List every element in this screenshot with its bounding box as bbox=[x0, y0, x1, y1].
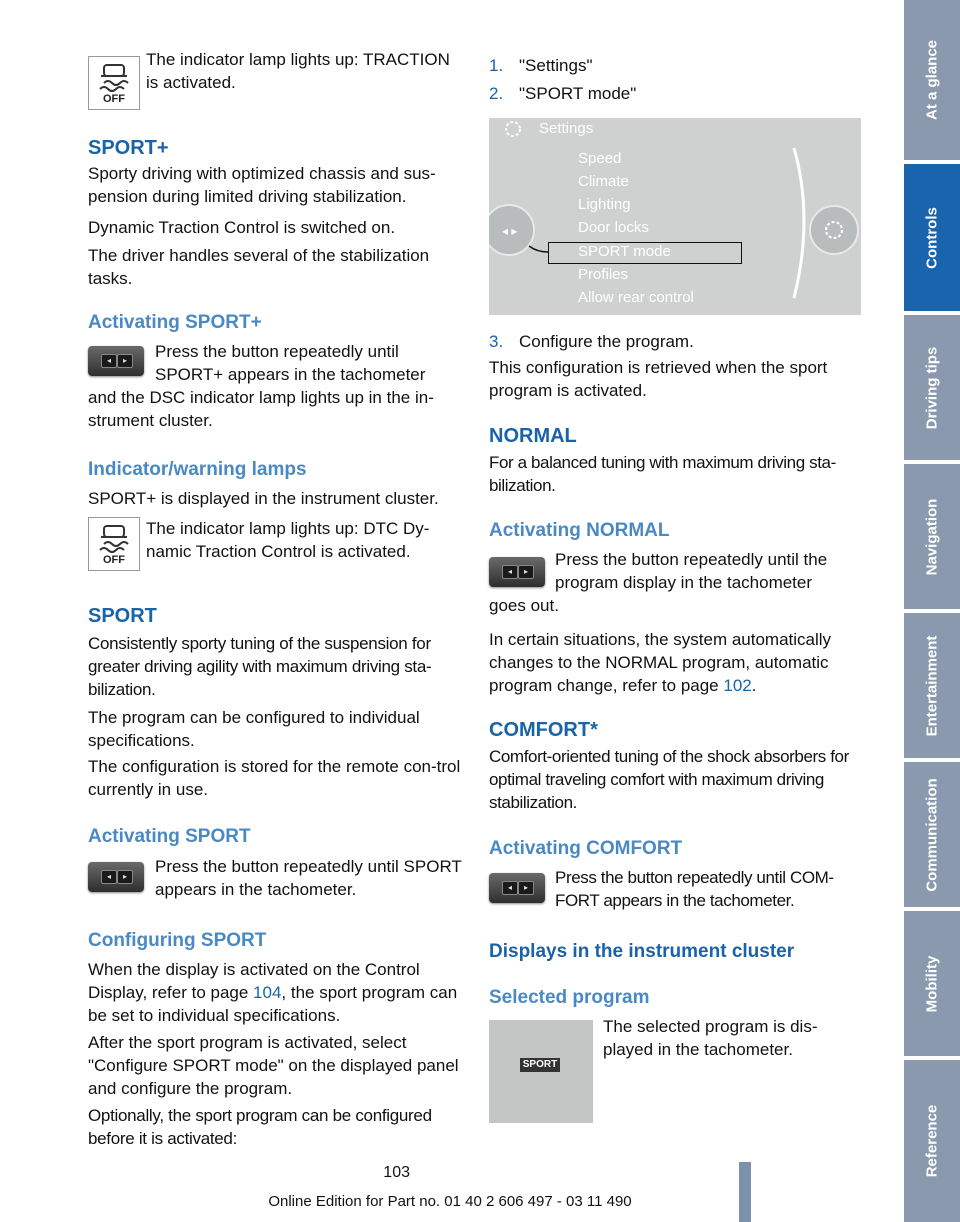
menu-item-speed: Speed bbox=[578, 150, 622, 167]
menu-item-profiles: Profiles bbox=[578, 266, 629, 283]
activating-sportplus-text: Press the button repeatedly until SPORT+ appears in the tachometer bbox=[155, 342, 426, 384]
activating-sportplus-text-cont: and the DSC indicator lamp lights up in the in-strument cluster. bbox=[88, 388, 434, 430]
selected-program-heading: Selected program bbox=[489, 987, 650, 1008]
settings-panel-title: Settings bbox=[539, 120, 594, 137]
sport-configurable: The program can be configured to individual specifications. bbox=[88, 708, 420, 750]
page-link-104[interactable]: 104 bbox=[253, 983, 282, 1002]
tab-reference[interactable]: Reference bbox=[904, 1060, 960, 1222]
step-2: 2. "SPORT mode" bbox=[489, 84, 637, 103]
step-3: 3. Configure the program. bbox=[489, 332, 694, 351]
normal-heading: NORMAL bbox=[489, 425, 577, 447]
activating-normal-heading: Activating NORMAL bbox=[489, 520, 670, 541]
sportplus-desc: Sporty driving with optimized chassis and sus-pension during limited driving stabilization. bbox=[88, 164, 436, 206]
traction-text: The indicator lamp lights up: TRACTION is activated. bbox=[146, 50, 450, 92]
normal-desc: For a balanced tuning with maximum driving sta-bilization. bbox=[489, 453, 836, 495]
sport-display-tag: SPORT bbox=[520, 1058, 560, 1072]
tab-communication[interactable]: Communication bbox=[904, 762, 960, 907]
page-marker-bar bbox=[739, 1162, 751, 1222]
activating-comfort-heading: Activating COMFORT bbox=[489, 838, 683, 859]
retrieved-text: This configuration is retrieved when the sport program is activated. bbox=[489, 358, 828, 400]
activating-normal-text-cont: goes out. bbox=[489, 596, 559, 615]
sportplus-heading: SPORT+ bbox=[88, 137, 169, 159]
tab-entertainment[interactable]: Entertainment bbox=[904, 613, 960, 758]
comfort-heading: COMFORT* bbox=[489, 719, 598, 741]
sport-stored: The configuration is stored for the remote con-trol currently in use. bbox=[88, 757, 461, 799]
program-button-icon: ◂ ▸ bbox=[489, 557, 545, 587]
dtc-text: The indicator lamp lights up: DTC Dy-namic Traction Control is activated. bbox=[146, 519, 430, 561]
sportplus-driver-note: The driver handles several of the stabilization tasks. bbox=[88, 246, 430, 288]
sport-desc: Consistently sporty tuning of the suspension for greater driving agility with maximum driving sta-bilization. bbox=[88, 634, 432, 699]
program-button-icon: ◂ ▸ bbox=[88, 346, 144, 376]
configuring-sport-optional: Optionally, the sport program can be configured before it is activated: bbox=[88, 1106, 432, 1148]
comfort-desc: Comfort-oriented tuning of the shock absorbers for optimal traveling comfort with maximum driving stabilization. bbox=[489, 747, 849, 812]
svg-text:◂ ▸: ◂ ▸ bbox=[502, 224, 518, 238]
normal-auto-change: In certain situations, the system automatically changes to the NORMAL program, automatic program change, refer to page 102. bbox=[489, 630, 832, 695]
sport-heading: SPORT bbox=[88, 605, 157, 627]
activating-sport-heading: Activating SPORT bbox=[88, 826, 251, 847]
traction-off-icon bbox=[88, 56, 140, 110]
program-button-icon: ◂ ▸ bbox=[88, 862, 144, 892]
activating-sportplus-heading: Activating SPORT+ bbox=[88, 312, 262, 333]
chapter-sidebar bbox=[902, 0, 960, 1222]
activating-normal-text: Press the button repeatedly until the program display in the tachometer bbox=[555, 550, 828, 592]
program-button-icon: ◂ ▸ bbox=[489, 873, 545, 903]
tab-mobility[interactable]: Mobility bbox=[904, 911, 960, 1056]
sportplus-dtc-note: Dynamic Traction Control is switched on. bbox=[88, 218, 396, 237]
dtc-off-label: OFF bbox=[103, 554, 125, 566]
dtc-off-icon bbox=[88, 517, 140, 571]
traction-off-label: OFF bbox=[103, 93, 125, 105]
menu-item-lighting: Lighting bbox=[578, 196, 631, 213]
step-1: 1. "Settings" bbox=[489, 56, 593, 75]
tab-at-a-glance[interactable]: At a glance bbox=[904, 0, 960, 160]
page-number: 103 bbox=[383, 1164, 410, 1181]
settings-panel-screenshot bbox=[489, 118, 861, 315]
page-link-102[interactable]: 102 bbox=[723, 676, 752, 695]
activating-comfort-text: Press the button repeatedly until COM-FORT appears in the tachometer. bbox=[555, 868, 834, 910]
configuring-sport-heading: Configuring SPORT bbox=[88, 930, 267, 951]
tab-controls[interactable]: Controls bbox=[904, 164, 960, 311]
sportplus-displayed-text: SPORT+ is displayed in the instrument cluster. bbox=[88, 489, 439, 508]
configuring-sport-text: When the display is activated on the Control Display, refer to page 104, the sport program can be set to individual specifications. bbox=[88, 960, 458, 1025]
menu-item-sport-mode: SPORT mode bbox=[578, 243, 671, 260]
displays-heading: Displays in the instrument cluster bbox=[489, 941, 795, 962]
selected-program-text: The selected program is dis-played in the tachometer. bbox=[603, 1017, 818, 1059]
menu-item-climate: Climate bbox=[578, 173, 629, 190]
configuring-sport-select: After the sport program is activated, select "Configure SPORT mode" on the displayed panel and configure the program. bbox=[88, 1033, 459, 1098]
selected-program-image bbox=[489, 1020, 593, 1123]
menu-item-door-locks: Door locks bbox=[578, 219, 649, 236]
activating-sport-text: Press the button repeatedly until SPORT appears in the tachometer. bbox=[155, 857, 462, 899]
menu-item-allow-rear-control: Allow rear control bbox=[578, 289, 694, 306]
tab-navigation[interactable]: Navigation bbox=[904, 464, 960, 609]
tab-driving-tips[interactable]: Driving tips bbox=[904, 315, 960, 460]
indicator-warning-heading: Indicator/warning lamps bbox=[88, 459, 307, 480]
footer-edition: Online Edition for Part no. 01 40 2 606 497 - 03 11 490 bbox=[268, 1193, 632, 1210]
